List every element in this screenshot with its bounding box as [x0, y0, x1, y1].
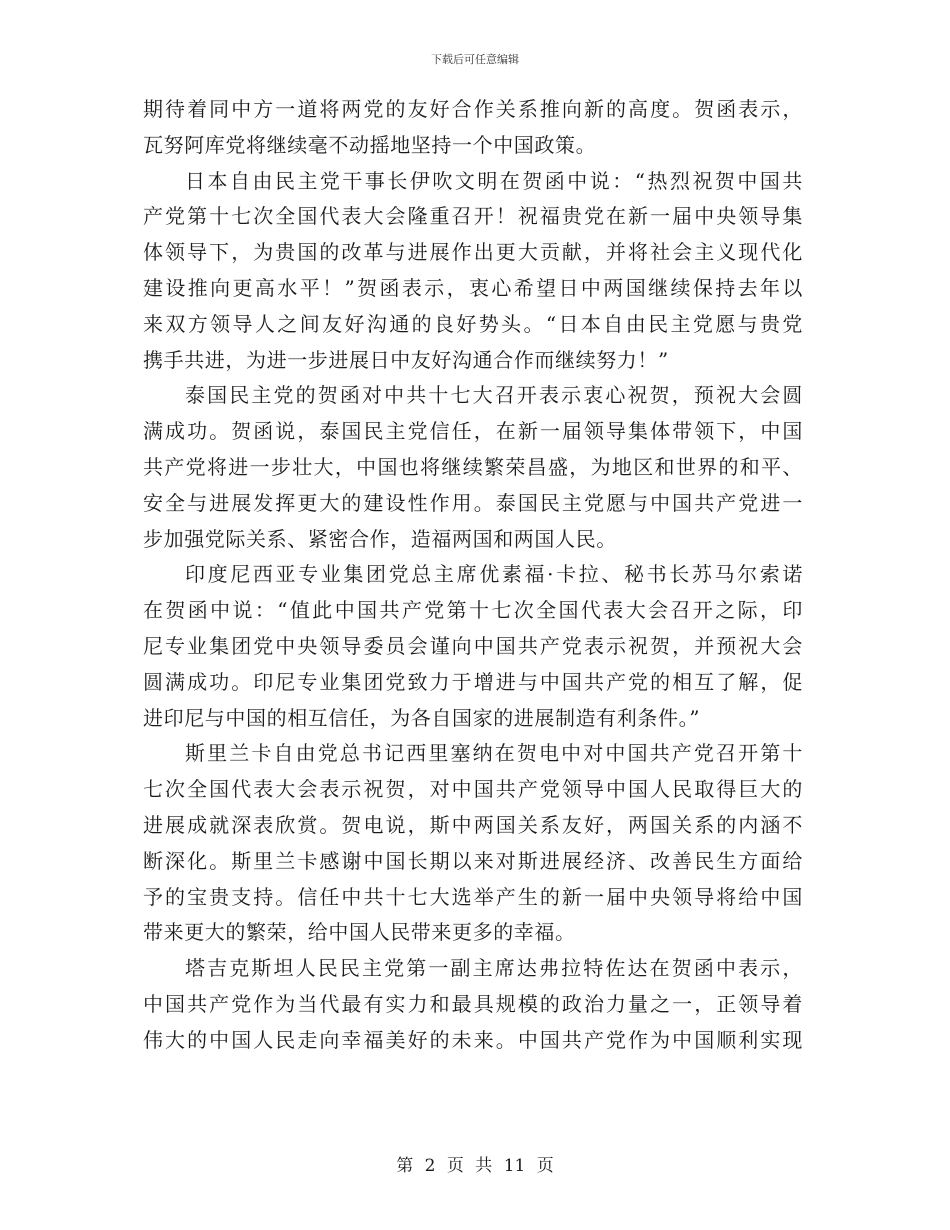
- paragraph-line: 携手共进，为进一步进展日中友好沟通合作而继续努力！”: [143, 347, 669, 372]
- paragraph-line: 进印尼与中国的相互信任，为各自国家的进展制造有利条件。”: [143, 705, 701, 730]
- paragraph-line: 予的宝贵支持。信任中共十七大选举产生的新一届中央领导将给中国: [143, 884, 803, 909]
- paragraph-line: 建设推向更高水平！”贺函表示，衷心希望日中两国继续保持去年以: [143, 275, 803, 300]
- paragraph-line: 中国共产党作为当代最有实力和最具规模的政治力量之一，正领导着: [143, 991, 803, 1016]
- paragraph: [143, 736, 803, 951]
- paragraph-line: 产党第十七次全国代表大会隆重召开！祝福贵党在新一届中央领导集: [143, 204, 803, 229]
- paragraph: [143, 164, 803, 379]
- paragraph-line: 进展成就深表欣赏。贺电说，斯中两国关系友好，两国关系的内涵不: [143, 812, 803, 837]
- paragraph-line: 带来更大的繁荣，给中国人民带来更多的幸福。: [143, 920, 576, 945]
- paragraph-line: 体领导下，为贵国的改革与进展作出更大贡献，并将社会主义现代化: [143, 240, 803, 265]
- paragraph-line: 共产党将进一步壮大，中国也将继续繁荣昌盛，为地区和世界的和平、: [143, 454, 803, 479]
- paragraph-line: 断深化。斯里兰卡感谢中国长期以来对斯进展经济、改善民生方面给: [143, 848, 803, 873]
- paragraph-line: 安全与进展发挥更大的建设性作用。泰国民主党愿与中国共产党进一: [143, 490, 803, 515]
- page-footer: 第 2 页 共 11 页: [396, 1156, 554, 1176]
- paragraph: [143, 951, 803, 1058]
- paragraph-line: 圆满成功。印尼专业集团党致力于增进与中国共产党的相互了解，促: [143, 669, 803, 694]
- paragraph-line: 伟大的中国人民走向幸福美好的未来。中国共产党作为中国顺利实现: [143, 1027, 803, 1052]
- paragraph-line: 斯里兰卡自由党总书记西里塞纳在贺电中对中国共产党召开第十: [185, 741, 803, 766]
- paragraph-line: 满成功。贺函说，泰国民主党信任，在新一届领导集体带领下，中国: [143, 419, 803, 444]
- paragraph-line: 塔吉克斯坦人民民主党第一副主席达弗拉特佐达在贺函中表示，: [185, 956, 803, 981]
- paragraph-line: 七次全国代表大会表示祝贺，对中国共产党领导中国人民取得巨大的: [143, 777, 803, 802]
- paragraph-line: 期待着同中方一道将两党的友好合作关系推向新的高度。贺函表示，: [143, 97, 803, 121]
- paragraph-line: 瓦努阿库党将继续毫不动摇地坚持一个中国政策。: [143, 132, 597, 157]
- paragraph-line: 步加强党际关系、紧密合作，造福两国和两国人民。: [143, 526, 617, 551]
- paragraph-line: 尼专业集团党中央领导委员会谨向中国共产党表示祝贺，并预祝大会: [143, 633, 803, 658]
- paragraph-line: 日本自由民主党干事长伊吹文明在贺函中说：“热烈祝贺中国共: [185, 168, 803, 193]
- paragraph-line: 来双方领导人之间友好沟通的良好势头。“日本自由民主党愿与贵党: [143, 311, 803, 336]
- paragraph: [143, 378, 803, 557]
- document-body: [143, 92, 803, 1059]
- page-header: 下载后可任意编辑: [431, 53, 519, 66]
- paragraph-line: 泰国民主党的贺函对中共十七大召开表示衷心祝贺，预祝大会圆: [185, 383, 803, 408]
- paragraph: [143, 92, 803, 164]
- paragraph: [143, 557, 803, 736]
- paragraph-line: 印度尼西亚专业集团党总主席优素福·卡拉、秘书长苏马尔索诺: [185, 562, 803, 587]
- paragraph-line: 在贺函中说：“值此中国共产党第十七次全国代表大会召开之际，印: [143, 598, 803, 623]
